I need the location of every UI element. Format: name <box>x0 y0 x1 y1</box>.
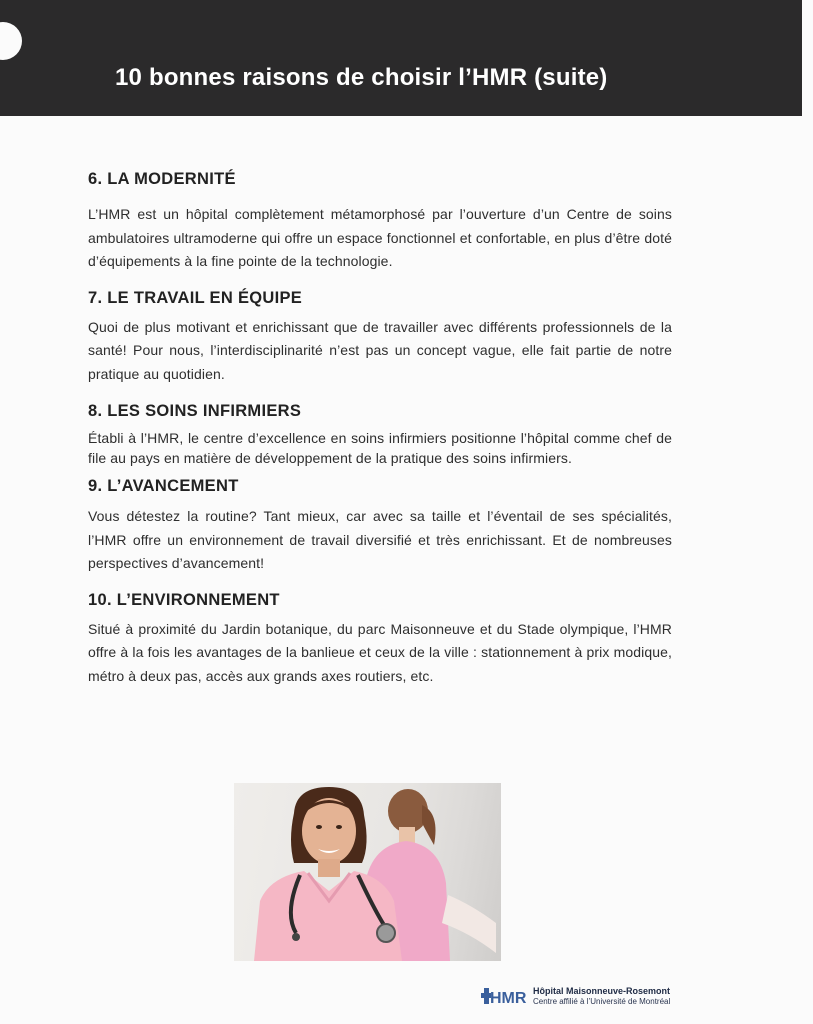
section-body: Établi à l’HMR, le centre d’excellence en soins infirmiers positionne l’hôpital comme chef de file au pays en matière de développement de la pratique des soins infirmiers. <box>88 430 672 466</box>
section-body: Vous détestez la routine? Tant mieux, car avec sa taille et l’éventail de ses spécialités, l’HMR offre un environnement de travail diversifié et très enrichissant. Et de nombreuses perspectives d’avancement! <box>88 508 672 571</box>
nurses-illustration <box>234 783 501 961</box>
section-body: L’HMR est un hôpital complètement métamorphosé par l’ouverture d’un Centre de soins ambulatoires ultramoderne qui offre un espace fonctionnel et confortable, en plus d’être doté d’équipements à la fine pointe de la technologie. <box>88 206 672 269</box>
section-title: 10. L’ENVIRONNEMENT <box>88 590 280 609</box>
section-soins-infirmiers <box>88 402 672 468</box>
section-avancement <box>88 477 672 576</box>
section-title: 9. L’AVANCEMENT <box>88 477 239 495</box>
section-travail-en-equipe <box>88 289 672 387</box>
section-body: Situé à proximité du Jardin botanique, du parc Maisonneuve et du Stade olympique, l’HMR offre à la fois les avantages de la banlieue et ceux de la ville : stationnement à prix modique, métro à deux pas, accès aux grands axes routiers, etc. <box>88 620 672 684</box>
logo-mark-text: HMR <box>490 990 527 1007</box>
binder-notch <box>0 22 22 60</box>
nurses-photo <box>234 783 501 961</box>
section-body: Quoi de plus motivant et enrichissant que de travailler avec différents professionnels de la santé! Pour nous, l’interdisciplinarité n’est pas un concept vague, elle fait partie de notre pratique au quotidien. <box>88 318 672 382</box>
hospital-name: Hôpital Maisonneuve-Rosemont <box>533 986 671 996</box>
page-title: 10 bonnes raisons de choisir l’HMR (suite) <box>115 64 608 91</box>
section-title: 7. LE TRAVAIL EN ÉQUIPE <box>88 288 303 307</box>
hmr-logo-icon <box>481 984 529 1008</box>
hospital-logo <box>481 984 681 1008</box>
section-modernite <box>88 170 672 274</box>
hospital-affiliation: Centre affilié à l’Université de Montréal <box>533 997 671 1006</box>
reasons-list <box>88 170 672 688</box>
section-title: 8. LES SOINS INFIRMIERS <box>88 402 302 420</box>
section-environnement <box>88 591 672 689</box>
section-title: 6. LA MODERNITÉ <box>88 170 236 188</box>
header-band <box>0 0 802 116</box>
